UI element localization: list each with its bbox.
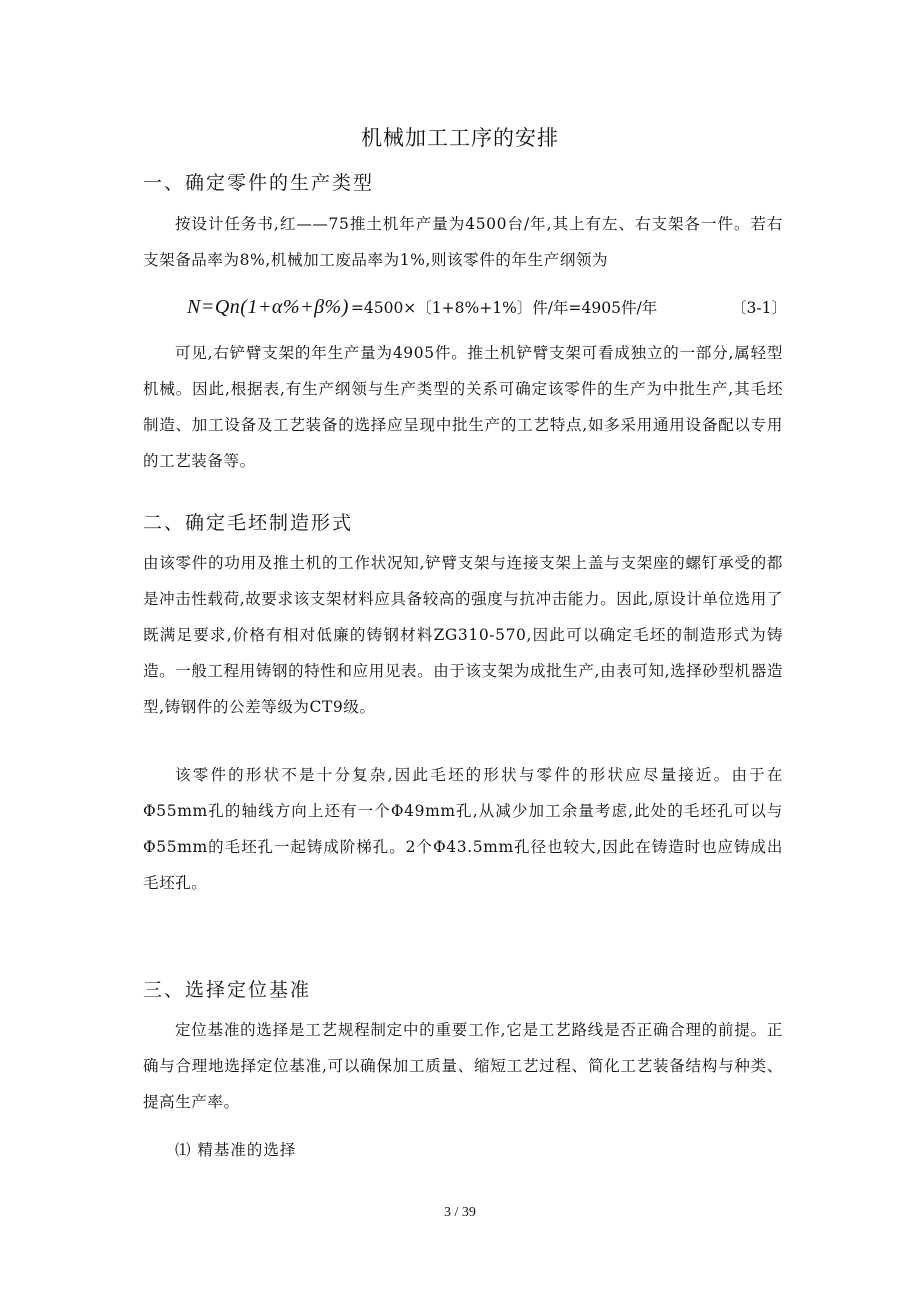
section-2-heading: 二、确定毛坯制造形式 [143, 512, 354, 534]
section-1-heading: 一、确定零件的生产类型 [143, 172, 375, 194]
section-1-paragraph-1 [143, 206, 783, 278]
section-3-paragraph-1 [143, 1012, 783, 1120]
page-title: 机械加工工序的安排 [361, 126, 559, 150]
subsection-heading: ⑴ 精基准的选择 [175, 1141, 297, 1159]
section-1-paragraph-2 [143, 335, 783, 479]
paragraph-text: 定位基准的选择是工艺规程制定中的重要工作,它是工艺路线是否正确合理的前提。正确与合理地选择定位基准,可以确保加工质量、缩短工艺过程、简化工艺装备结构与种类、提高生产率。 [143, 1021, 783, 1111]
paragraph-text: 由该零件的功用及推土机的工作状况知,铲臂支架与连接支架上盖与支架座的螺钉承受的都是冲击性载荷,故要求该支架材料应具备较高的强度与抗冲击能力。因此,原设计单位选用了既满足要求,价格有相对低廉的铸钢材料ZG310-570,因此可以确定毛坯的制造形式为铸造。一般工程用铸钢的特性和应用见表。由于该支架为成批生产,由表可知,选择砂型机器造型,铸钢件的公差等级为CT9级。 [143, 554, 783, 716]
paragraph-text: 可见,右铲臂支架的年生产量为4905件。推土机铲臂支架可看成独立的一部分,属轻型机械。因此,根据表,有生产纲领与生产类型的关系可确定该零件的生产为中批生产,其毛坯制造、加工设备及工艺装备的选择应呈现中批生产的工艺特点,如多采用通用设备配以专用的工艺装备等。 [143, 344, 783, 470]
section-3-heading: 三、选择定位基准 [143, 979, 312, 1001]
page-number: 3 / 39 [444, 1205, 476, 1220]
production-formula [187, 296, 787, 326]
section-2-paragraph-1 [143, 545, 783, 725]
formula-number: 〔3-1〕 [731, 299, 787, 317]
section-2-paragraph-2 [143, 757, 783, 901]
formula-result: =4500×〔1+8%+1%〕件/年=4905件/年 [350, 299, 658, 317]
paragraph-text: 按设计任务书,红——75推土机年产量为4500台/年,其上有左、右支架各一件。若右支架备品率为8%,机械加工废品率为1%,则该零件的年生产纲领为 [143, 215, 783, 269]
paragraph-text: 该零件的形状不是十分复杂,因此毛坯的形状与零件的形状应尽量接近。由于在Φ55mm孔的轴线方向上还有一个Φ49mm孔,从减少加工余量考虑,此处的毛坯孔可以与Φ55mm的毛坯孔一起铸成阶梯孔。2个Φ43.5mm孔径也较大,因此在铸造时也应铸成出毛坯孔。 [143, 766, 783, 892]
formula-expression: N=Qn(1+α%+β%) [187, 296, 349, 318]
